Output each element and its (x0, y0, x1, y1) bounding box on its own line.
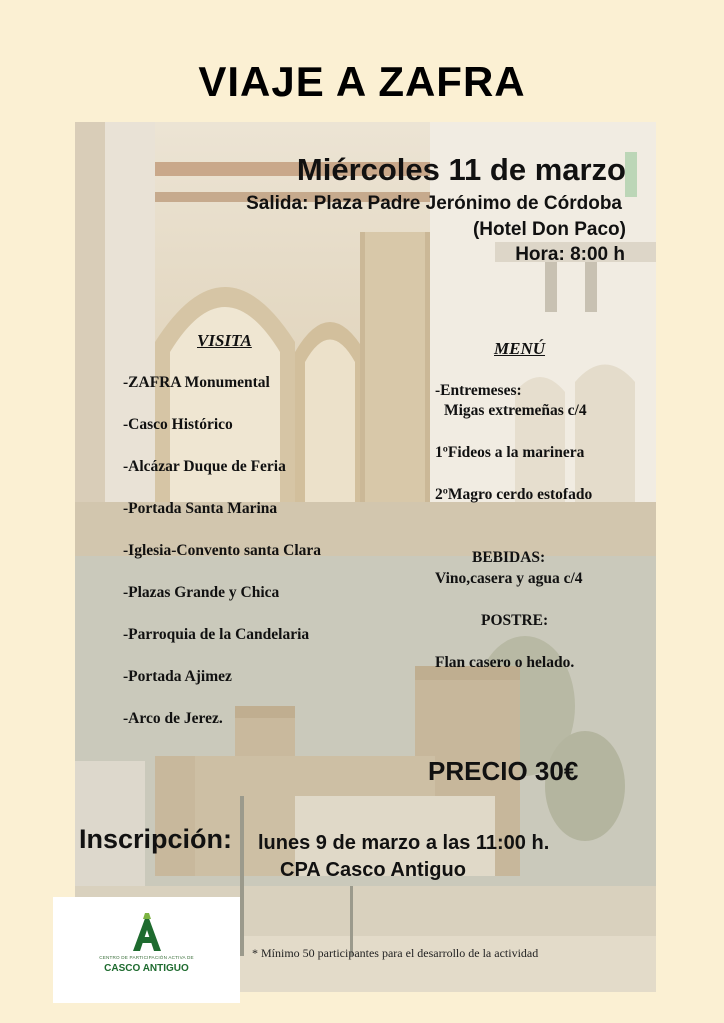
menu-heading: MENÚ (494, 339, 546, 358)
visita-item: -Portada Santa Marina (123, 500, 278, 517)
bebidas-heading: BEBIDAS: (472, 549, 546, 566)
departure-time: Hora: 8:00 h (515, 244, 625, 265)
visita-item: -Parroquia de la Candelaria (123, 626, 310, 643)
junta-logo-icon (53, 897, 240, 953)
menu-entremeses: -Entremeses: (435, 382, 522, 399)
logo-name: CASCO ANTIGUO (104, 963, 189, 974)
visita-item: -Arco de Jerez. (123, 710, 223, 727)
visita-item: -Casco Histórico (123, 416, 233, 433)
visita-item: -Plazas Grande y Chica (123, 584, 280, 601)
logo (53, 897, 240, 1003)
menu-primero: 1ºFideos a la marinera (435, 444, 585, 461)
participants-note: * Mínimo 50 participantes para el desarrollo de la actividad (252, 946, 539, 960)
visita-item: -Iglesia-Convento santa Clara (123, 542, 322, 559)
visita-item: -Portada Ajimez (123, 668, 232, 685)
inscription-date: lunes 9 de marzo a las 11:00 h. (258, 832, 550, 854)
postre-heading: POSTRE: (481, 612, 549, 629)
visita-heading: VISITA (197, 331, 252, 350)
postre-text: Flan casero o helado. (435, 654, 575, 671)
visita-list (123, 374, 321, 752)
poster-title: VIAJE A ZAFRA (198, 58, 526, 105)
inscription-place: CPA Casco Antiguo (280, 859, 466, 881)
departure-hotel: (Hotel Don Paco) (472, 219, 626, 240)
bebidas-text: Vino,casera y agua c/4 (435, 570, 583, 587)
menu-entremeses-detail: Migas extremeñas c/4 (444, 402, 587, 419)
event-date: Miércoles 11 de marzo (296, 152, 626, 187)
logo-subtitle: CENTRO DE PARTICIPACIÓN ACTIVA DE (99, 955, 194, 960)
visita-item: -ZAFRA Monumental (123, 374, 270, 391)
menu-segundo: 2ºMagro cerdo estofado (435, 486, 593, 503)
departure-place: Salida: Plaza Padre Jerónimo de Córdoba (246, 193, 622, 214)
inscription-label: Inscripción: (79, 824, 233, 854)
visita-item: -Alcázar Duque de Feria (123, 458, 286, 475)
price: PRECIO 30€ (428, 756, 579, 786)
